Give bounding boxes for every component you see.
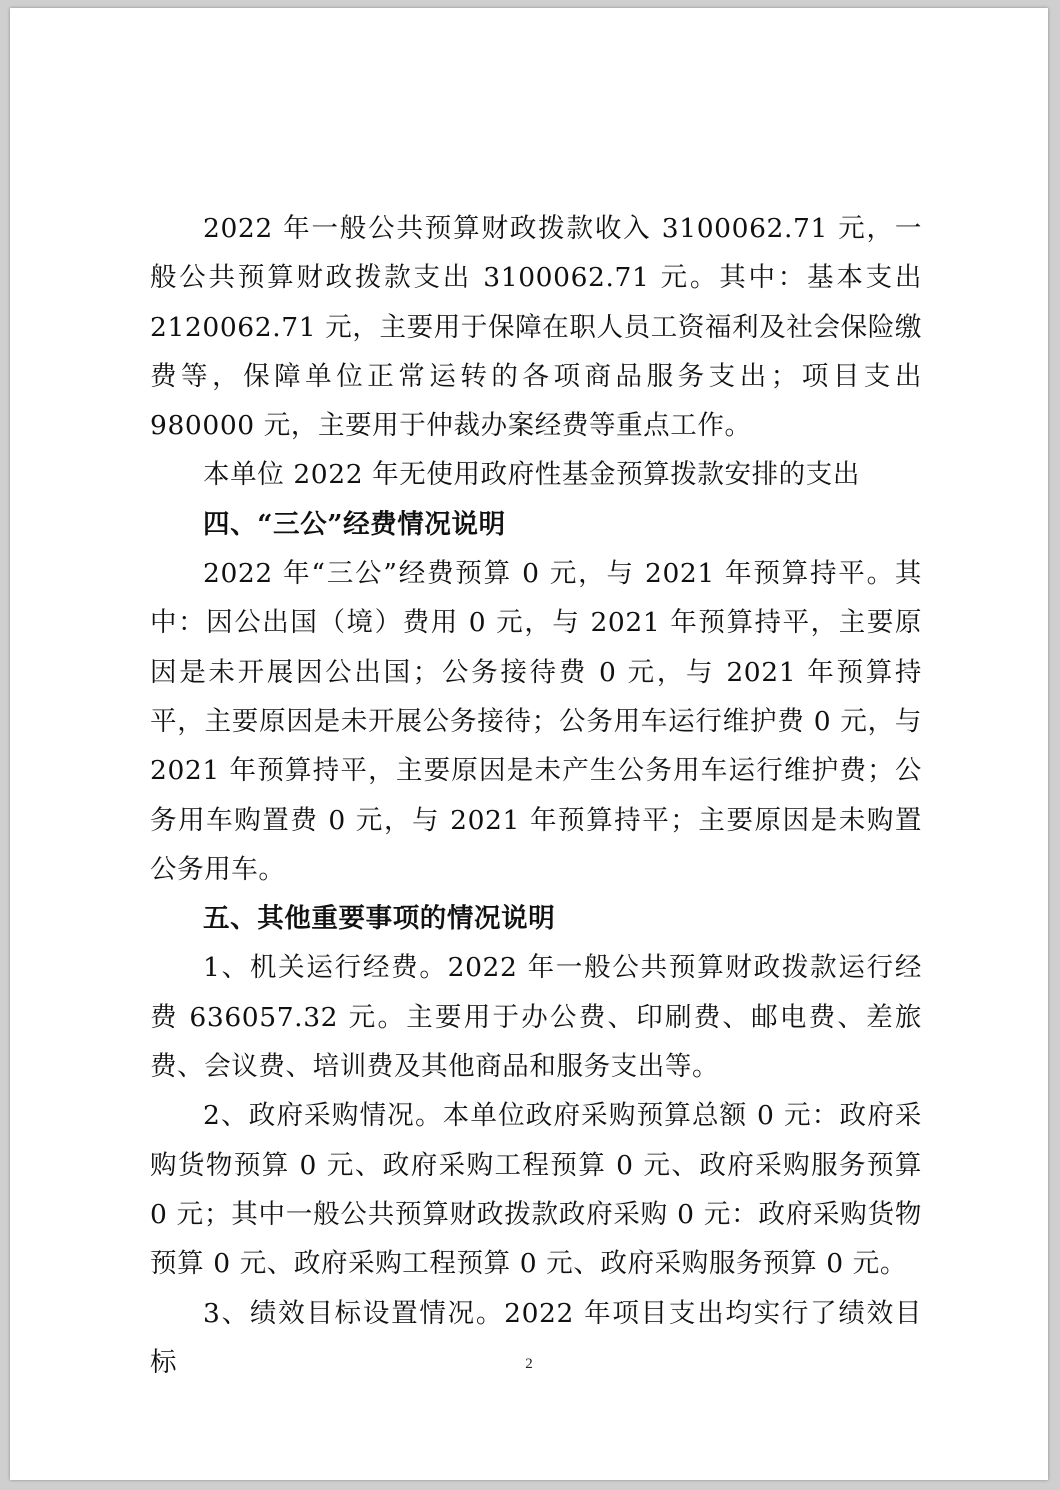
paragraph-operating-expenses: 1、机关运行经费。2022 年一般公共预算财政拨款运行经费 636057.32 元。主要用于办公费、印刷费、邮电费、差旅费、会议费、培训费及其他商品和服务支出等。 (150, 952, 922, 1083)
page-number: 2 (525, 1356, 533, 1372)
document-body (150, 204, 922, 1387)
paragraph-government-fund: 本单位 2022 年无使用政府性基金预算拨款安排的支出 (203, 459, 860, 491)
section-heading-three-public: 四、“三公”经费情况说明 (203, 508, 506, 540)
paragraph-performance-targets: 3、绩效目标设置情况。2022 年项目支出均实行了绩效目标 (150, 1297, 922, 1378)
document-page (10, 8, 1048, 1480)
paragraph-three-public-expenses: 2022 年“三公”经费预算 0 元，与 2021 年预算持平。其中：因公出国（境）费用 0 元，与 2021 年预算持平，主要原因是未开展因公出国；公务接待费 0 元，与 2021 年预算持平，主要原因是未开展公务接待；公务用车运行维护费 0 元，与 2021 年预算持平，主要原因是未产生公务用车运行维护费；公务用车购置费 0 元，与 2021 年预算持平；主要原因是未购置公务用车。 (150, 558, 922, 885)
paragraph-procurement: 2、政府采购情况。本单位政府采购预算总额 0 元：政府采购货物预算 0 元、政府采购工程预算 0 元、政府采购服务预算 0 元；其中一般公共预算财政拨款政府采购 0 元：政府采购货物预算 0 元、政府采购工程预算 0 元、政府采购服务预算 0 元。 (150, 1100, 922, 1280)
paragraph-budget-income: 2022 年一般公共预算财政拨款收入 3100062.71 元，一般公共预算财政拨款支出 3100062.71 元。其中：基本支出 2120062.71 元，主要用于保障在职人员工资福利及社会保险缴费等，保障单位正常运转的各项商品服务支出；项目支出 980000 元，主要用于仲裁办案经费等重点工作。 (150, 213, 922, 442)
section-heading-other-matters: 五、其他重要事项的情况说明 (203, 903, 556, 935)
